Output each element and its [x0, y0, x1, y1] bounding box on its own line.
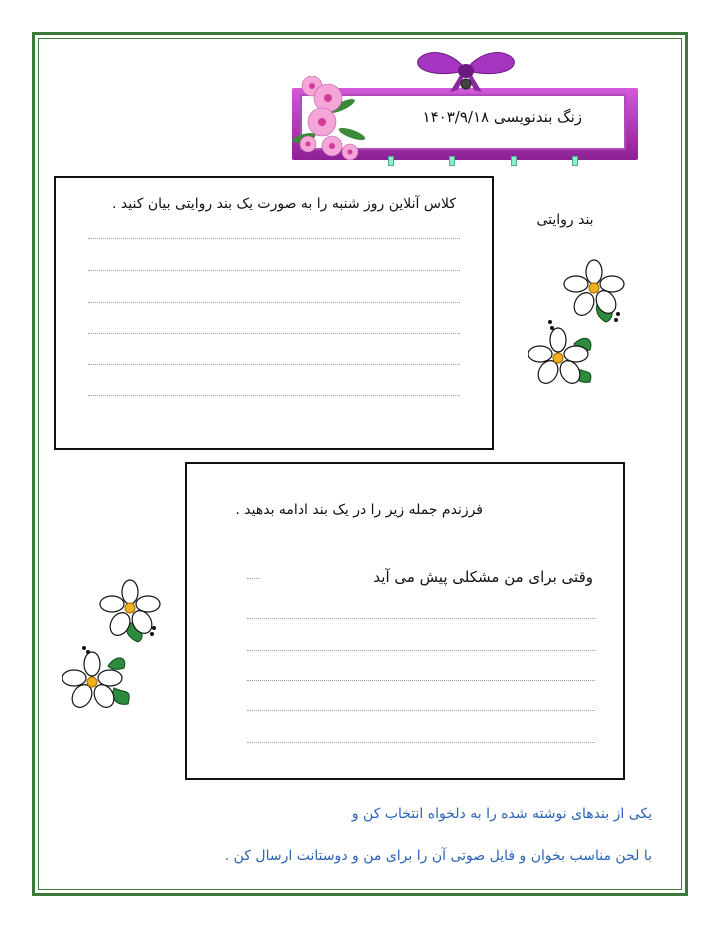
- writing-line[interactable]: [247, 650, 595, 651]
- writing-line[interactable]: [247, 742, 595, 743]
- writing-line[interactable]: [247, 618, 595, 619]
- writing-line[interactable]: [88, 364, 460, 365]
- box2-prompt-sentence: وقتی برای من مشکلی پیش می آید: [373, 568, 593, 586]
- writing-line[interactable]: [247, 578, 259, 579]
- writing-line[interactable]: [247, 710, 595, 711]
- footer-instruction-line-2: با لحن مناسب بخوان و فایل صوتی آن را برای من و دوستانت ارسال کن .: [224, 848, 652, 864]
- writing-line[interactable]: [88, 270, 460, 271]
- banner-pins: [388, 156, 578, 164]
- writing-line[interactable]: [88, 333, 460, 334]
- side-label-narrative: بند روایتی: [536, 212, 594, 228]
- footer-instruction-line-1: یکی از بندهای نوشته شده را به دلخواه انتخاب کن و: [351, 806, 652, 822]
- worksheet-title: زنگ بندنویسی ۱۴۰۳/۹/۱۸: [422, 108, 582, 126]
- box2-instruction: فرزندم جمله زیر را در یک بند ادامه بدهید .: [235, 502, 483, 518]
- writing-box-2: [185, 462, 625, 780]
- writing-line[interactable]: [88, 302, 460, 303]
- writing-line[interactable]: [88, 238, 460, 239]
- pink-flowers-icon: [282, 76, 372, 160]
- writing-box-1: [54, 176, 494, 450]
- ribbon-bow-icon: [412, 46, 520, 94]
- writing-line[interactable]: [247, 680, 595, 681]
- daisy-flowers-icon: [528, 258, 628, 390]
- daisy-flowers-icon: [62, 576, 166, 712]
- box1-instruction: کلاس آنلاین روز شنبه را به صورت یک بند روایتی بیان کنید .: [112, 196, 456, 212]
- writing-line[interactable]: [88, 395, 460, 396]
